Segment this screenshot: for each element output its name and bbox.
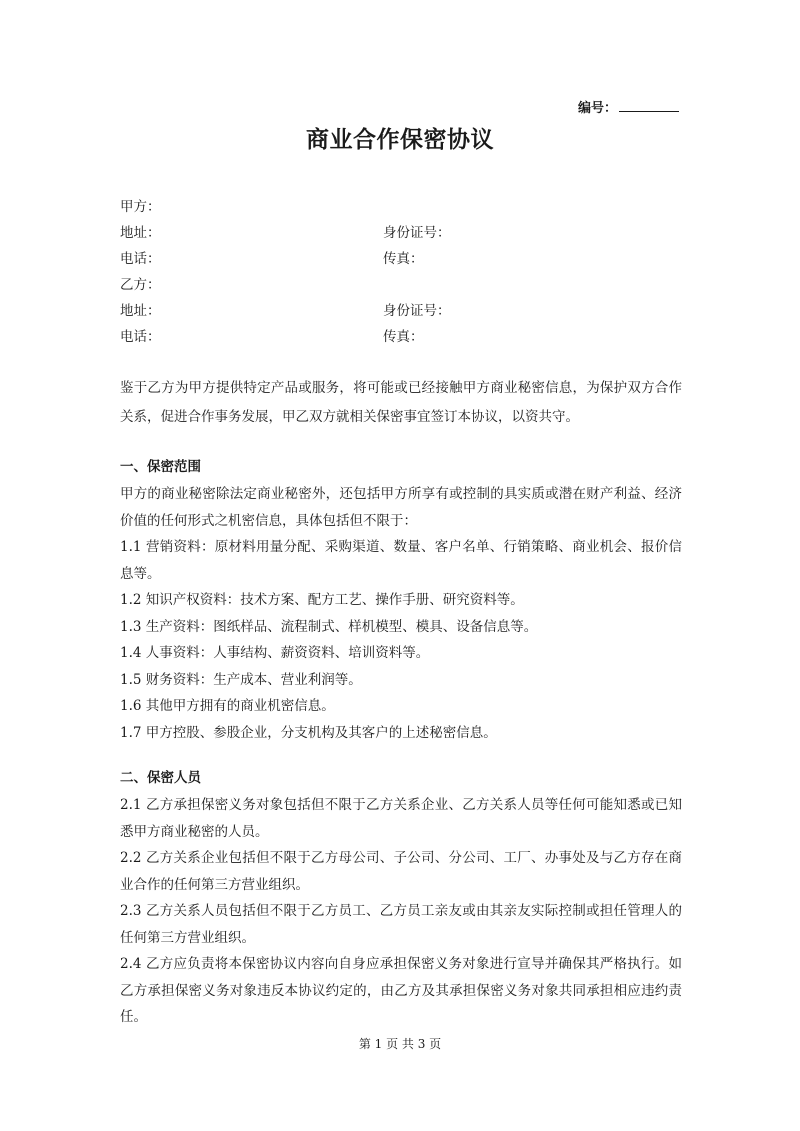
party-b-phone-label: 电话： [120,329,161,345]
party-a-phone-label: 电话： [120,251,161,267]
section-confidential-personnel [120,765,682,1031]
document-number-blank [619,98,679,112]
party-a-address-row [120,220,680,246]
party-b-address-row [120,298,680,324]
section-paragraph: 1.2 知识产权资料：技术方案、配方工艺、操作手册、研究资料等。 [120,592,524,608]
party-b-row [120,272,680,298]
section-heading: 二、保密人员 [120,770,201,786]
party-b-id-label: 身份证号： [383,303,451,319]
page-footer: 第 1 页 共 3 页 [358,1037,442,1051]
party-b-fax-label: 传真： [383,329,424,345]
party-a-phone-row [120,246,680,272]
section-paragraph: 2.4 乙方应负责将本保密协议内容向自身应承担保密义务对象进行宣导并确保其严格执行。如乙方承担保密义务对象违反本协议约定的，由乙方及其承担保密义务对象共同承担相应违约责任。 [120,956,682,1025]
party-b-phone-row [120,324,680,350]
party-b-address-label: 地址： [120,303,161,319]
section-paragraph: 1.3 生产资料：图纸样品、流程制式、样机模型、模具、设备信息等。 [120,618,538,635]
party-a-id-label: 身份证号： [383,225,451,241]
party-b-label: 乙方： [120,277,161,293]
document-number-label: 编号： [578,101,618,116]
party-info [120,194,680,350]
section-paragraph: 1.5 财务资料：生产成本、营业利润等。 [120,671,362,688]
section-paragraph: 1.7 甲方控股、参股企业，分支机构及其客户的上述秘密信息。 [120,724,497,741]
section-paragraph: 1.4 人事资料：人事结构、薪资资料、培训资料等。 [120,645,430,661]
section-paragraph: 2.2 乙方关系企业包括但不限于乙方母公司、子公司、分公司、工厂、办事处及与乙方存在商业合作的任何第三方营业组织。 [120,850,682,893]
section-paragraph: 1.6 其他甲方拥有的商业机密信息。 [120,698,335,714]
section-paragraph: 2.1 乙方承担保密义务对象包括但不限于乙方关系企业、乙方关系人员等任何可能知悉或已知悉甲方商业秘密的人员。 [120,797,682,840]
party-a-fax-label: 传真： [383,251,424,267]
party-a-address-label: 地址： [120,225,161,241]
section-paragraph: 2.3 乙方关系人员包括但不限于乙方员工、乙方员工亲友或由其亲友实际控制或担任管理人的任何第三方营业组织。 [120,903,682,946]
preamble-paragraph: 鉴于乙方为甲方提供特定产品或服务，将可能或已经接触甲方商业秘密信息，为保护双方合作关系，促进合作事务发展，甲乙双方就相关保密事宜签订本协议，以资共守。 [120,380,682,425]
document-title: 商业合作保密协议 [306,127,494,153]
document-number [578,98,679,118]
section-heading: 一、保密范围 [120,459,201,475]
section-paragraph: 甲方的商业秘密除法定商业秘密外，还包括甲方所享有或控制的具实质或潜在财产利益、经济价值的任何形式之机密信息，具体包括但不限于： [120,486,682,529]
party-a-label: 甲方： [120,199,161,215]
party-a-row [120,194,680,220]
section-paragraph: 1.1 营销资料：原材料用量分配、采购渠道、数量、客户名单、行销策略、商业机会、报价信息等。 [120,539,682,582]
section-confidential-scope [120,454,682,746]
